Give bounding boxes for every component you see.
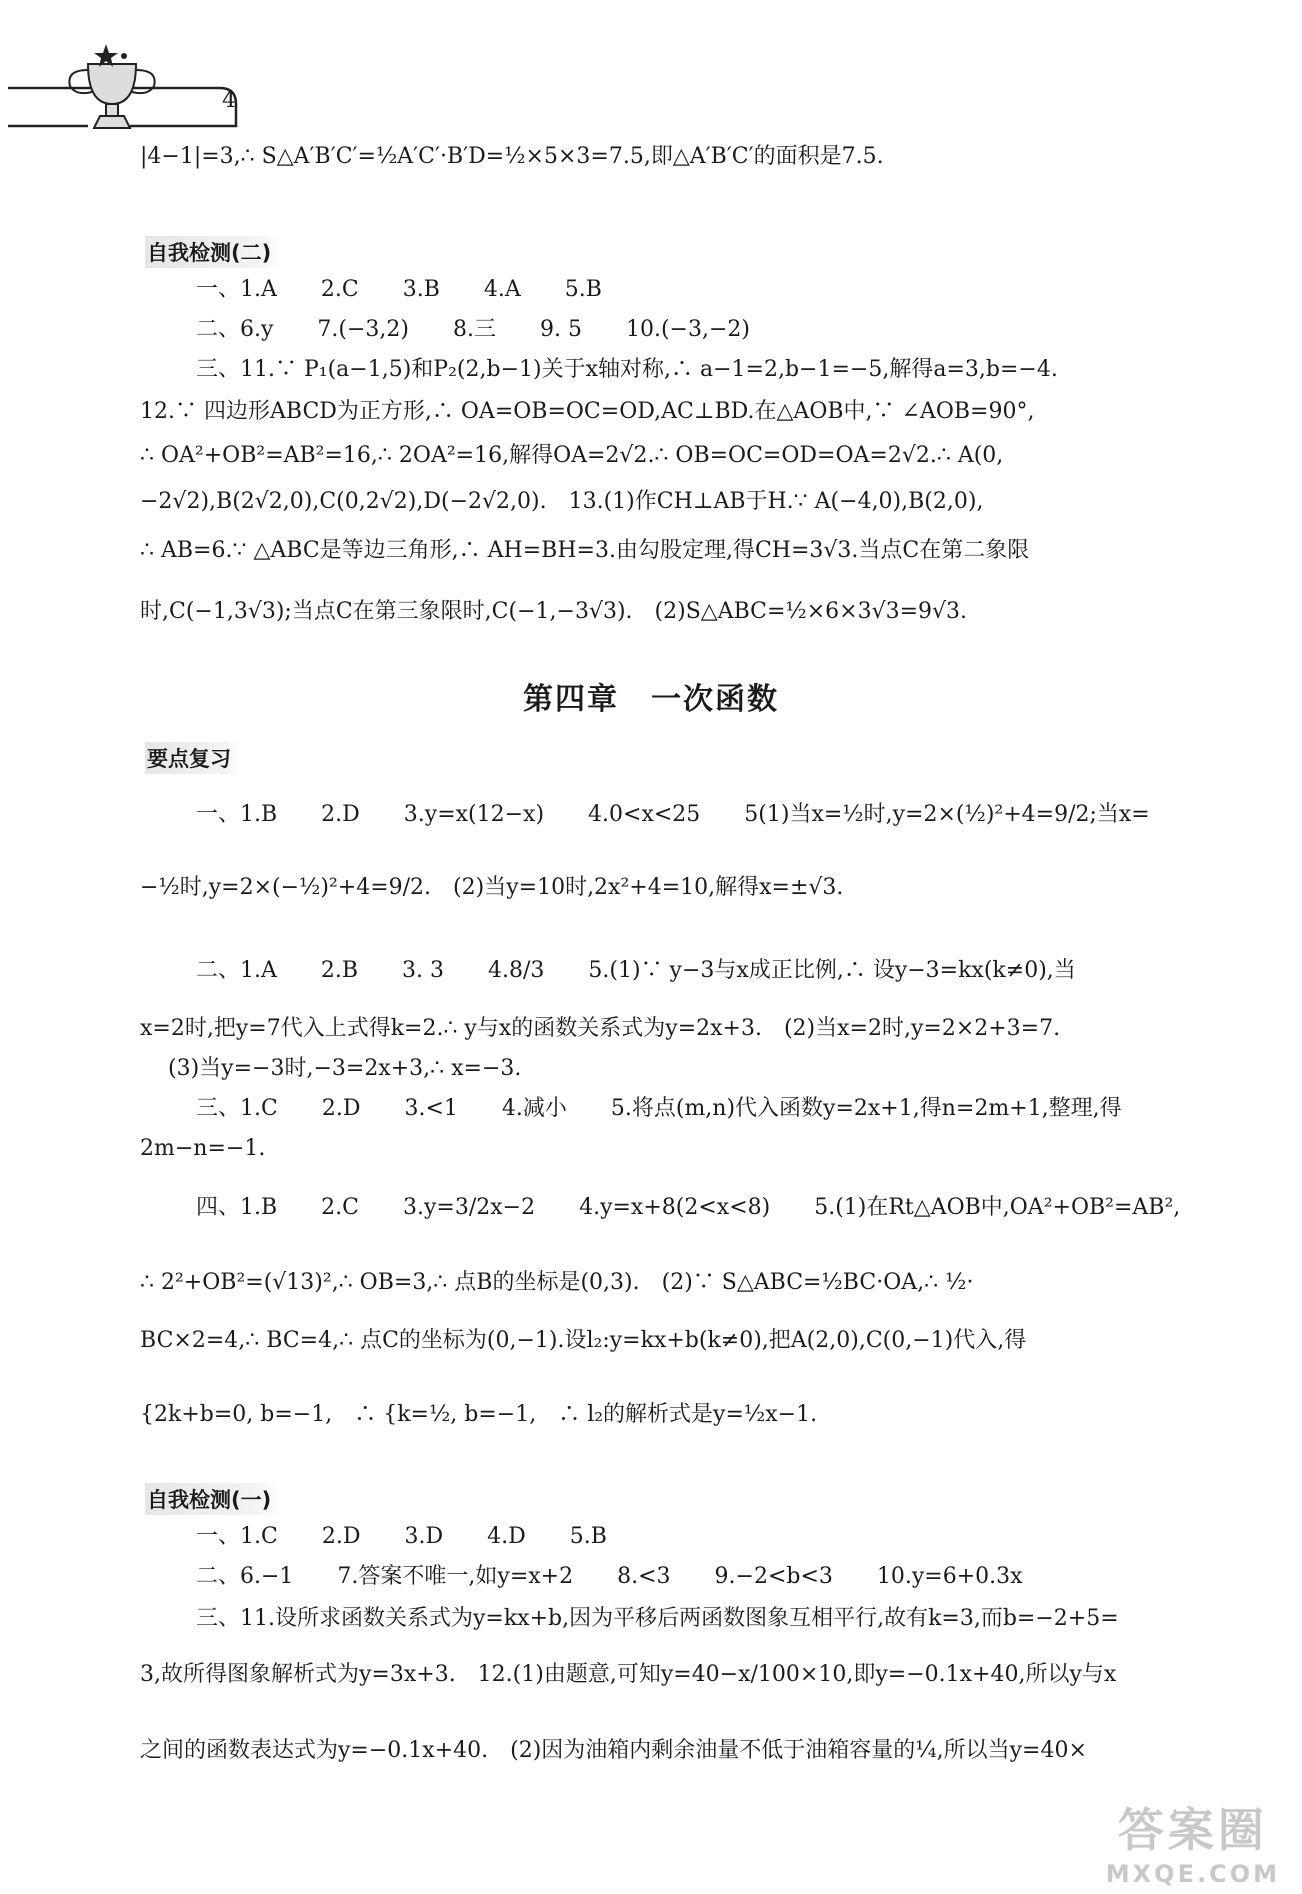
text-line: (3)当y=−3时,−3=2x+3,∴ x=−3. bbox=[168, 1056, 522, 1081]
text-line: BC×2=4,∴ BC=4,∴ 点C的坐标为(0,−1).设l₂:y=kx+b(k≠0),把A(2,0),C(0,−1)代入,得 bbox=[140, 1328, 1027, 1353]
text-line: 一、1.B 2.D 3.y=x(12−x) 4.0<x<25 5(1)当x=½时,y=2×(½)²+4=9/2;当x= bbox=[196, 802, 1150, 827]
text-line: 一、1.C 2.D 3.D 4.D 5.B bbox=[196, 1524, 607, 1549]
text-line: 二、1.A 2.B 3. 3 4.8/3 5.(1)∵ y−3与x成正比例,∴ 设y−3=kx(k≠0),当 bbox=[196, 958, 1076, 983]
text-line: 二、6.y 7.(−3,2) 8.三 9. 5 10.(−3,−2) bbox=[196, 317, 750, 342]
text-line: −2√2),B(2√2,0),C(0,2√2),D(−2√2,0). 13.(1)作CH⊥AB于H.∵ A(−4,0),B(2,0), bbox=[140, 489, 984, 514]
page-header bbox=[0, 0, 1302, 140]
text-line: 二、6.−1 7.答案不唯一,如y=x+2 8.<3 9.−2<b<3 10.y=6+0.3x bbox=[196, 1564, 1023, 1589]
section-title: 要点复习 bbox=[145, 742, 243, 774]
text-line: 3,故所得图象解析式为y=3x+3. 12.(1)由题意,可知y=40−x/100×10,即y=−0.1x+40,所以y与x bbox=[140, 1662, 1117, 1687]
text-line: 之间的函数表达式为y=−0.1x+40. (2)因为油箱内剩余油量不低于油箱容量的¼,所以当y=40× bbox=[140, 1738, 1087, 1763]
text-line: 三、1.C 2.D 3.<1 4.减小 5.将点(m,n)代入函数y=2x+1,得n=2m+1,整理,得 bbox=[196, 1096, 1122, 1121]
text-line: 时,C(−1,3√3);当点C在第三象限时,C(−1,−3√3). (2)S△ABC=½×6×3√3=9√3. bbox=[140, 599, 968, 624]
text-line: −½时,y=2×(−½)²+4=9/2. (2)当y=10时,2x²+4=10,解得x=±√3. bbox=[140, 875, 844, 900]
text-line: ∴ 2²+OB²=(√13)²,∴ OB=3,∴ 点B的坐标是(0,3). (2)∵ S△ABC=½BC·OA,∴ ½· bbox=[140, 1270, 974, 1295]
text-line: {2k+b=0, b=−1, ∴ {k=½, b=−1, ∴ l₂的解析式是y=½x−1. bbox=[140, 1402, 818, 1427]
text-line: x=2时,把y=7代入上式得k=2.∴ y与x的函数关系式为y=2x+3. (2)当x=2时,y=2×2+3=7. bbox=[140, 1016, 1061, 1041]
section-title: 自我检测(一) bbox=[145, 1483, 283, 1515]
watermark bbox=[1106, 1794, 1280, 1888]
text-line: |4−1|=3,∴ S△A′B′C′=½A′C′·B′D=½×5×3=7.5,即△A′B′C′的面积是7.5. bbox=[140, 144, 884, 169]
text-line: 四、1.B 2.C 3.y=3/2x−2 4.y=x+8(2<x<8) 5.(1)在Rt△AOB中,OA²+OB²=AB², bbox=[196, 1195, 1181, 1220]
section-title: 自我检测(二) bbox=[145, 236, 283, 268]
watermark-text: 答案圈 bbox=[1117, 1803, 1268, 1857]
watermark-url: MXQE.COM bbox=[1105, 1860, 1280, 1888]
page-number: 4 bbox=[222, 88, 236, 113]
text-line: ∴ OA²+OB²=AB²=16,∴ 2OA²=16,解得OA=2√2.∴ OB=OC=OD=OA=2√2.∴ A(0, bbox=[140, 443, 1004, 468]
text-line: 三、11.设所求函数关系式为y=kx+b,因为平移后两函数图象互相平行,故有k=3,而b=−2+5= bbox=[196, 1606, 1119, 1631]
text-line: 2m−n=−1. bbox=[140, 1136, 266, 1161]
text-line: ∴ AB=6.∵ △ABC是等边三角形,∴ AH=BH=3.由勾股定理,得CH=3√3.当点C在第二象限 bbox=[140, 538, 1030, 563]
text-line: 12.∵ 四边形ABCD为正方形,∴ OA=OB=OC=OD,AC⊥BD.在△AOB中,∵ ∠AOB=90°, bbox=[140, 399, 1035, 424]
text-line: 一、1.A 2.C 3.B 4.A 5.B bbox=[196, 277, 602, 302]
trophy-icon bbox=[0, 0, 300, 140]
text-line: 三、11.∵ P₁(a−1,5)和P₂(2,b−1)关于x轴对称,∴ a−1=2,b−1=−5,解得a=3,b=−4. bbox=[196, 357, 1058, 382]
chapter-title: 第四章 一次函数 bbox=[523, 682, 779, 717]
